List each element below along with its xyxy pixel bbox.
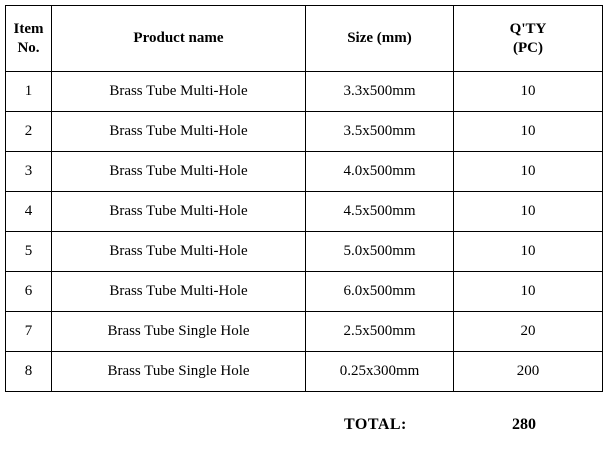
total-label: TOTAL: xyxy=(344,416,407,433)
header-qty-line2: (PC) xyxy=(513,39,543,56)
cell-product-name: Brass Tube Multi-Hole xyxy=(52,72,306,112)
cell-qty: 10 xyxy=(454,272,603,312)
cell-product-name: Brass Tube Multi-Hole xyxy=(52,112,306,152)
product-table xyxy=(5,5,603,392)
header-item-no xyxy=(6,6,52,72)
cell-product-name: Brass Tube Single Hole xyxy=(52,352,306,392)
cell-item: 8 xyxy=(6,352,52,392)
table-row xyxy=(6,192,603,232)
cell-size: 3.5x500mm xyxy=(306,112,454,152)
table-row xyxy=(6,232,603,272)
table-row xyxy=(6,272,603,312)
header-item-line2: No. xyxy=(17,39,40,56)
cell-qty: 10 xyxy=(454,72,603,112)
cell-product-name: Brass Tube Multi-Hole xyxy=(52,232,306,272)
header-qty xyxy=(454,6,603,72)
cell-item: 6 xyxy=(6,272,52,312)
cell-qty: 10 xyxy=(454,232,603,272)
table-row xyxy=(6,72,603,112)
cell-size: 3.3x500mm xyxy=(306,72,454,112)
cell-product-name: Brass Tube Single Hole xyxy=(52,312,306,352)
table-row xyxy=(6,352,603,392)
cell-item: 7 xyxy=(6,312,52,352)
header-size: Size (mm) xyxy=(306,6,454,72)
cell-size: 0.25x300mm xyxy=(306,352,454,392)
cell-size: 5.0x500mm xyxy=(306,232,454,272)
header-item-line1: Item xyxy=(13,20,44,37)
cell-size: 6.0x500mm xyxy=(306,272,454,312)
cell-qty: 200 xyxy=(454,352,603,392)
cell-size: 4.5x500mm xyxy=(306,192,454,232)
cell-qty: 20 xyxy=(454,312,603,352)
cell-product-name: Brass Tube Multi-Hole xyxy=(52,152,306,192)
cell-qty: 10 xyxy=(454,192,603,232)
table-row xyxy=(6,112,603,152)
cell-item: 1 xyxy=(6,72,52,112)
total-value: 280 xyxy=(512,416,536,433)
cell-product-name: Brass Tube Multi-Hole xyxy=(52,192,306,232)
cell-size: 4.0x500mm xyxy=(306,152,454,192)
cell-item: 3 xyxy=(6,152,52,192)
table-header-row xyxy=(6,6,603,72)
cell-product-name: Brass Tube Multi-Hole xyxy=(52,272,306,312)
table-row xyxy=(6,152,603,192)
cell-item: 5 xyxy=(6,232,52,272)
table-row xyxy=(6,312,603,352)
header-product-name: Product name xyxy=(52,6,306,72)
cell-qty: 10 xyxy=(454,112,603,152)
cell-qty: 10 xyxy=(454,152,603,192)
cell-item: 4 xyxy=(6,192,52,232)
header-qty-line1: Q'TY xyxy=(509,20,547,37)
cell-item: 2 xyxy=(6,112,52,152)
cell-size: 2.5x500mm xyxy=(306,312,454,352)
